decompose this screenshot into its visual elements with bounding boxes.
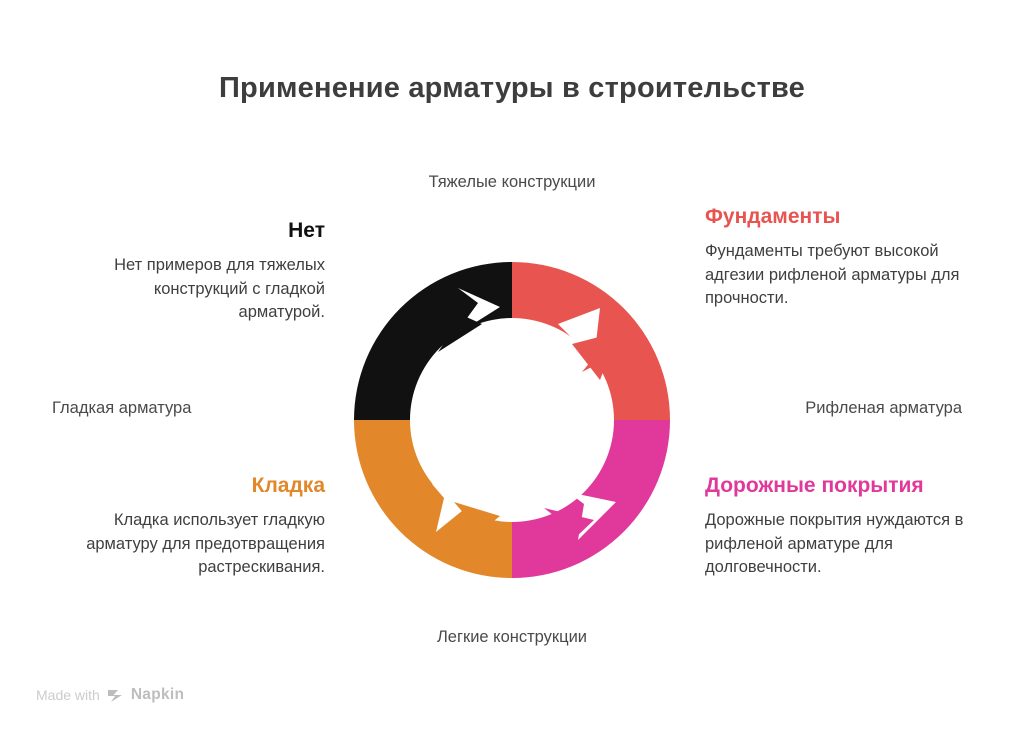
quadrant-none <box>70 218 325 325</box>
axis-label-top: Тяжелые конструкции <box>428 173 596 191</box>
napkin-logo-icon <box>107 688 124 703</box>
axis-label-bottom: Легкие конструкции <box>436 628 588 646</box>
quadrant-roads-description: Дорожные покрытия нуждаются в рифленой арматуре для долговечности. <box>705 511 964 577</box>
quadrant-none-title: Нет <box>288 219 325 242</box>
quadrant-foundations-title: Фундаменты <box>705 205 841 228</box>
footer-brand <box>36 686 184 704</box>
segment-top-left <box>354 262 512 420</box>
axis-label-left: Гладкая арматура <box>52 399 192 417</box>
brand-name: Napkin <box>130 686 185 703</box>
axis-label-right: Рифленая арматура <box>805 399 962 417</box>
quadrant-none-description: Нет примеров для тяжелых конструкций с гладкой арматурой. <box>114 256 325 322</box>
quadrant-foundations-description: Фундаменты требуют высокой адгезии рифленой арматуры для прочности. <box>705 242 960 308</box>
page-title: Применение арматуры в строительстве <box>219 72 805 104</box>
made-with-label: Made with <box>36 687 100 703</box>
segment-bottom-right <box>512 420 670 578</box>
segment-bottom-left <box>354 420 512 578</box>
quadrant-roads <box>705 473 970 580</box>
segment-top-right <box>512 262 670 420</box>
quadrant-foundations <box>705 204 975 311</box>
cycle-diagram <box>332 240 692 600</box>
quadrant-roads-title: Дорожные покрытия <box>705 474 924 497</box>
quadrant-masonry <box>70 473 325 580</box>
quadrant-masonry-title: Кладка <box>251 474 325 497</box>
quadrant-masonry-description: Кладка использует гладкую арматуру для предотвращения растрескивания. <box>86 511 325 577</box>
